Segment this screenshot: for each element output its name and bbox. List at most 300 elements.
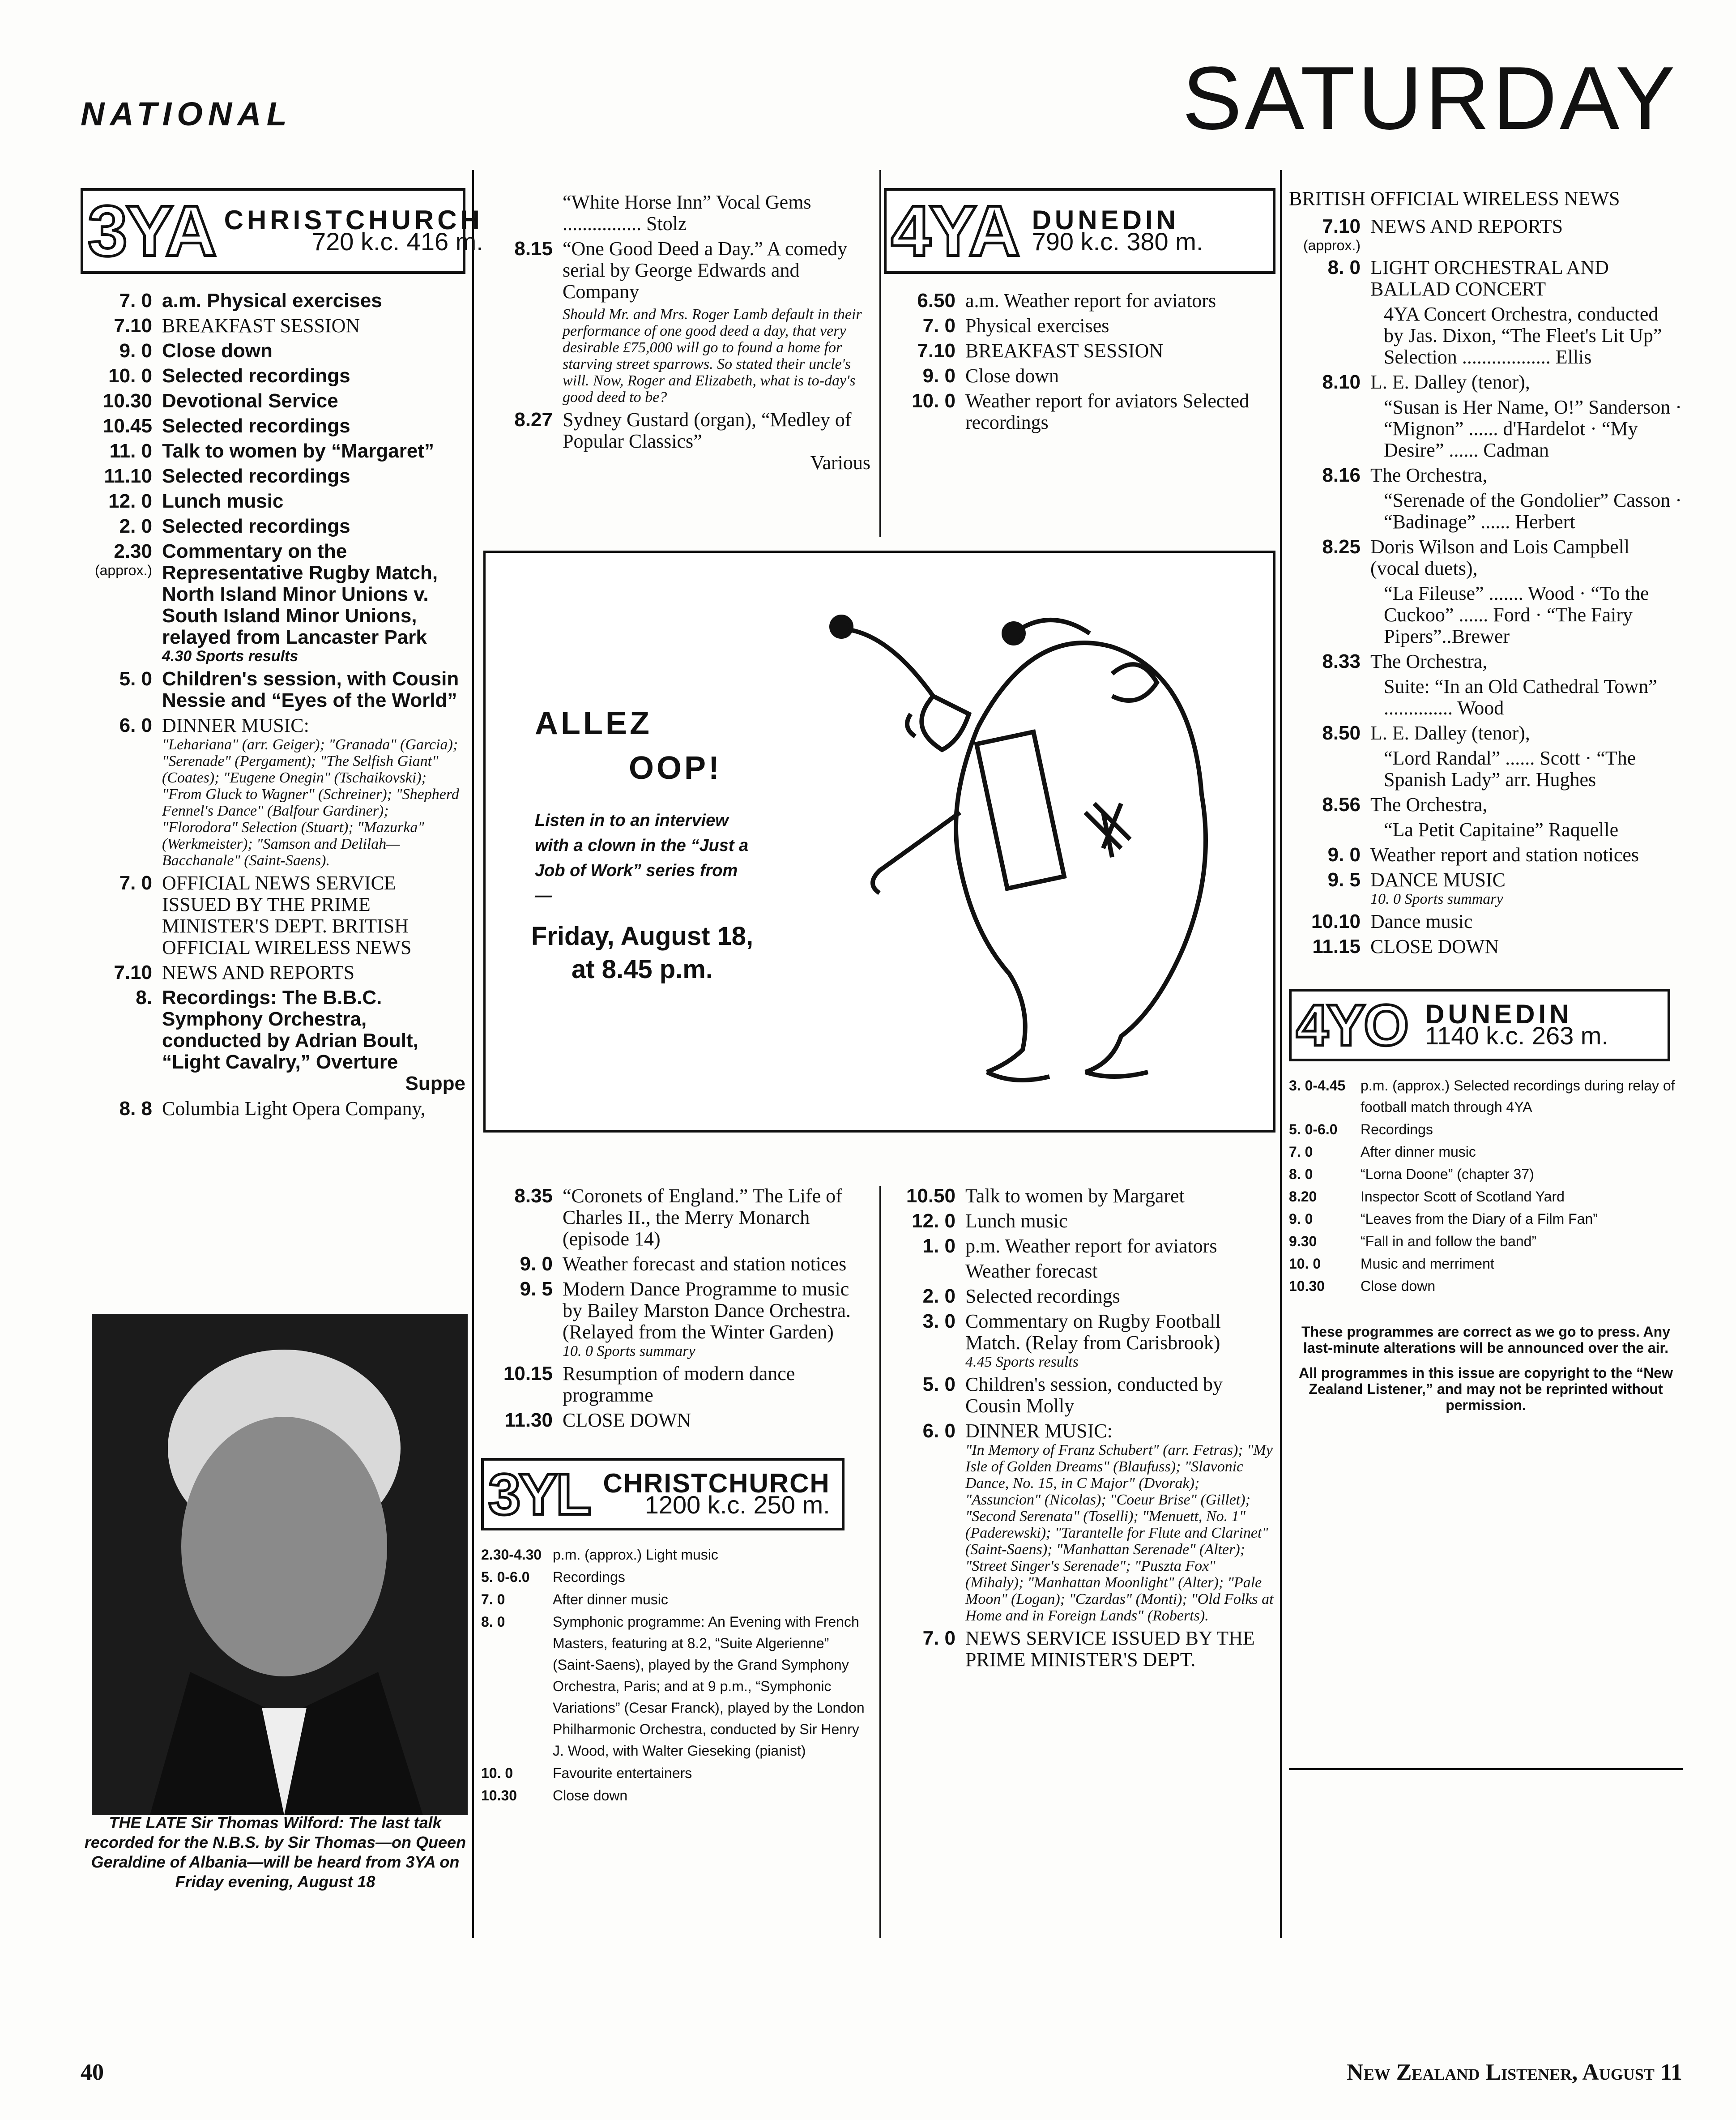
program-row — [481, 1762, 870, 1784]
photo-caption: THE LATE Sir Thomas Wilford: The last talk recorded for the N.B.S. by Sir Thomas—on Queen Geraldine of Albania—will be heard from 3YA on Friday evening, August 18 — [84, 1813, 466, 1891]
program-title — [1370, 372, 1683, 461]
station-callsign: 3YA — [88, 191, 215, 271]
program-row — [1289, 257, 1683, 368]
program-time: 3. 0-4.45 — [1289, 1077, 1346, 1094]
program-title — [162, 365, 465, 387]
program-title: Music and merriment — [1361, 1256, 1494, 1272]
program-title: Recordings — [1361, 1121, 1433, 1137]
program-time — [884, 1261, 965, 1282]
copyright-notice: All programmes in this issue are copyright to the “New Zealand Listener,” and may not be reprinted without permission. — [1299, 1365, 1673, 1413]
press-notice: These programmes are correct as we go to press. Any last-minute alterations will be announced over the air. — [1301, 1324, 1670, 1356]
program-row — [884, 315, 1275, 337]
program-row — [81, 715, 465, 869]
program-details: Suite: “In an Old Cathedral Town” .............. Wood — [1384, 675, 1657, 719]
station-box-3yl — [481, 1458, 845, 1530]
program-text: Close down — [965, 365, 1059, 387]
program-time: 7.10 — [114, 315, 152, 337]
column-3ya — [81, 188, 483, 1123]
program-title — [563, 192, 870, 235]
program-time: 9. 5 — [520, 1278, 553, 1300]
program-text: NEWS AND REPORTS — [162, 962, 355, 983]
program-text: Commentary on the Representative Rugby Match, North Island Minor Unions v. South Island Minor Unions, relayed from Lancaster Park — [162, 540, 438, 648]
column-4ya — [884, 188, 1275, 437]
day-title: SATURDAY — [1182, 48, 1678, 148]
program-note: 4.45 Sports results — [965, 1354, 1079, 1370]
program-text: Selected recordings — [162, 515, 350, 537]
program-text: “White Horse Inn” Vocal Gems ................ Stolz — [563, 191, 811, 235]
program-row — [1289, 1075, 1683, 1118]
program-title — [162, 440, 465, 462]
program-title — [162, 987, 465, 1094]
program-time: 8. 8 — [119, 1098, 152, 1120]
schedule-list — [884, 290, 1275, 433]
program-title — [162, 491, 465, 512]
program-text: Modern Dance Programme to music by Bailey Marston Dance Orchestra. (Relayed from the Winter Garden) — [563, 1278, 851, 1343]
program-title — [1370, 869, 1683, 907]
program-text: Resumption of modern dance programme — [563, 1363, 795, 1406]
program-row — [1289, 936, 1683, 957]
program-title: Close down — [1361, 1278, 1436, 1294]
program-time: 2.30-4.30 — [481, 1547, 542, 1563]
program-row — [81, 290, 465, 312]
program-text: LIGHT ORCHESTRAL AND BALLAD CONCERT — [1370, 256, 1609, 300]
program-text: CLOSE DOWN — [1370, 936, 1499, 957]
program-row — [81, 415, 465, 437]
program-note: 10. 0 Sports summary — [563, 1343, 695, 1359]
program-text: OFFICIAL NEWS SERVICE ISSUED BY THE PRIME MINISTER'S DEPT. BRITISH OFFICIAL WIRELESS NEWS — [162, 872, 412, 958]
program-title — [1370, 936, 1683, 957]
program-text: NEWS SERVICE ISSUED BY THE PRIME MINISTER'S DEPT. — [965, 1627, 1255, 1671]
program-text: Selected recordings — [965, 1285, 1120, 1307]
program-text: “One Good Deed a Day.” A comedy serial by George Edwards and Company — [563, 238, 848, 303]
schedule-list — [1289, 216, 1683, 957]
program-text: Selected recordings — [162, 365, 350, 387]
program-title: After dinner music — [553, 1591, 668, 1607]
program-time: 9. 0 — [119, 340, 152, 362]
program-row — [1289, 1186, 1683, 1207]
program-row — [884, 290, 1275, 312]
program-row — [1289, 1163, 1683, 1185]
column-4ya-afternoon — [884, 1182, 1275, 1674]
program-title — [1370, 216, 1683, 253]
program-row — [1289, 651, 1683, 719]
program-time: 3. 0 — [922, 1310, 955, 1332]
column-4ya-evening — [1289, 188, 1683, 1413]
program-row — [81, 516, 465, 537]
program-title — [162, 668, 465, 711]
program-row — [481, 1278, 870, 1359]
program-title — [162, 962, 465, 983]
program-row — [81, 987, 465, 1094]
program-row — [884, 1261, 1275, 1282]
program-row — [884, 1420, 1275, 1624]
program-time: 9. 5 — [1327, 869, 1361, 891]
program-title — [162, 1098, 465, 1120]
program-row — [1289, 794, 1683, 841]
program-text: NEWS AND REPORTS — [1370, 215, 1563, 237]
schedule-list — [81, 290, 465, 1120]
program-time: 10.30 — [481, 1787, 517, 1804]
program-title — [162, 466, 465, 487]
program-row — [1289, 1119, 1683, 1140]
program-text: The Orchestra, — [1370, 464, 1488, 486]
program-time: 8. 0 — [481, 1614, 505, 1630]
program-details: 4YA Concert Orchestra, conducted by Jas. Dixon, “The Fleet's Lit Up” Selection .................. Ellis — [1384, 303, 1662, 368]
program-title: “Leaves from the Diary of a Film Fan” — [1361, 1211, 1598, 1227]
wireless-news-intro: BRITISH OFFICIAL WIRELESS NEWS — [1289, 188, 1620, 209]
program-time: 8. — [136, 987, 152, 1009]
program-title — [162, 872, 465, 958]
program-row — [481, 409, 870, 474]
program-title — [965, 315, 1275, 337]
program-row — [481, 1363, 870, 1406]
time-note: (approx.) — [1303, 237, 1361, 253]
program-title — [965, 365, 1275, 387]
program-time: 2. 0 — [119, 515, 152, 537]
station-city: DUNEDIN — [1032, 205, 1179, 235]
schedule-list — [481, 1185, 870, 1431]
program-row — [1289, 536, 1683, 647]
program-title — [965, 1286, 1275, 1307]
program-text: Lunch music — [162, 490, 284, 512]
program-time: 7. 0 — [922, 315, 955, 337]
program-time: 9. 0 — [1327, 844, 1361, 866]
station-frequency: 720 k.c. 416 m. — [312, 227, 483, 256]
program-row — [481, 1410, 870, 1431]
program-row — [481, 1611, 870, 1761]
program-row — [884, 1628, 1275, 1671]
program-text: Recordings: The B.B.C. Symphony Orchestra, conducted by Adrian Boult, “Light Cavalry,” Overture — [162, 987, 418, 1073]
program-title — [563, 238, 870, 303]
program-time: 12. 0 — [912, 1210, 955, 1232]
column-rule-2a — [879, 170, 881, 537]
program-title — [1370, 722, 1683, 791]
program-row — [81, 390, 465, 412]
program-time: 5. 0 — [922, 1373, 955, 1395]
program-row — [1289, 216, 1683, 253]
program-title — [965, 1420, 1275, 1624]
program-title — [965, 390, 1275, 433]
program-title: p.m. (approx.) Selected recordings during relay of football match through 4YA — [1361, 1077, 1675, 1115]
program-time: 10. 0 — [1289, 1256, 1321, 1272]
program-title — [162, 415, 465, 437]
program-time: 8.15 — [514, 238, 553, 260]
station-frequency: 790 k.c. 380 m. — [1032, 227, 1203, 256]
program-time: 5. 0-6.0 — [1289, 1121, 1338, 1137]
program-time: 7. 0 — [119, 872, 152, 894]
program-time: 1. 0 — [922, 1235, 955, 1257]
program-row — [481, 238, 870, 303]
program-title — [162, 290, 465, 312]
program-note: Should Mr. and Mrs. Roger Lamb default in their performance of one good deed a day, that very desirable £75,000 will go to found a home for starving street sparrows. So stated their uncle's will. Now, Roger and Elizabeth, what is to-day's good deed to be? — [563, 306, 862, 406]
program-text: The Orchestra, — [1370, 794, 1488, 816]
program-details: “La Fileuse” ....... Wood · “To the Cuckoo” ...... Ford · “The Fairy Pipers”..Brewer — [1384, 582, 1649, 647]
program-row — [884, 1210, 1275, 1232]
program-row — [81, 872, 465, 958]
program-time — [481, 306, 563, 406]
program-text: Columbia Light Opera Company, — [162, 1098, 426, 1120]
program-text: a.m. Weather report for aviators — [965, 290, 1216, 312]
station-frequency: 1200 k.c. 250 m. — [644, 1491, 830, 1519]
program-time: 10.30 — [102, 390, 152, 412]
time-note: (approx.) — [94, 562, 152, 578]
schedule-list — [481, 192, 870, 474]
program-text: a.m. Physical exercises — [162, 290, 382, 312]
program-title — [965, 290, 1275, 312]
program-time: 5. 0-6.0 — [481, 1569, 530, 1585]
program-time: 10. 0 — [912, 390, 955, 412]
ad-body: Listen in to an interview with a clown in the “Just a Job of Work” series from— — [535, 811, 749, 905]
program-time: 8.56 — [1322, 794, 1361, 816]
program-text: Lunch music — [965, 1210, 1068, 1232]
program-text: Sydney Gustard (organ), “Medley of Popular Classics” — [563, 409, 852, 452]
program-row — [481, 192, 870, 235]
program-time: 2.30 (approx.) — [81, 541, 162, 665]
program-text: Selected recordings — [162, 465, 350, 487]
station-frequency: 1140 k.c. 263 m. — [1425, 1022, 1608, 1050]
program-text: p.m. Weather report for aviators — [965, 1235, 1217, 1257]
column-3ya-evening — [481, 1182, 870, 1807]
program-text: BREAKFAST SESSION — [162, 315, 360, 337]
program-title — [563, 409, 870, 474]
program-row — [1289, 1208, 1683, 1230]
program-title — [965, 1374, 1275, 1417]
program-title: After dinner music — [1361, 1144, 1476, 1160]
program-time: 10.15 — [503, 1363, 553, 1385]
program-time: 8.16 — [1322, 464, 1361, 486]
program-time: 9. 0 — [520, 1253, 553, 1275]
station-callsign: 4YA — [891, 191, 1019, 271]
program-time: 7.10 (approx.) — [1289, 216, 1370, 253]
program-title: p.m. (approx.) Light music — [553, 1547, 718, 1563]
program-time: 10.45 — [102, 415, 152, 437]
program-row — [884, 1235, 1275, 1257]
program-text: Devotional Service — [162, 390, 338, 412]
program-title — [563, 1363, 870, 1406]
program-title — [563, 1410, 870, 1431]
program-time: 11.30 — [504, 1409, 553, 1431]
station-box-3ya — [81, 188, 483, 274]
program-title — [965, 1261, 1275, 1282]
program-text: L. E. Dalley (tenor), — [1370, 722, 1530, 744]
section-label: NATIONAL — [81, 95, 292, 132]
program-text: Weather report and station notices — [1370, 844, 1639, 866]
program-row — [81, 541, 465, 665]
station-box-4yo — [1289, 989, 1670, 1061]
program-text: Talk to women by Margaret — [965, 1185, 1185, 1207]
program-row — [481, 1785, 870, 1806]
program-note: "In Memory of Franz Schubert" (arr. Fetras); "My Isle of Golden Dreams" (Blaufuss); "Slavonic Dance, No. 15, in C Major" (Dvorak); "Assuncion" (Nicolas); "Coeur Brise" (Gillet); "Second Serenata" (Toselli); "Menuett, No. 1" (Paderewski); "Tarantelle for Flute and Clarinet" (Saint-Saens); "Manhattan Serenade" (Alter); "Street Singer's Serenade"; "Puszta Fox" (Mihaly); "Manhattan Moonlight" (Alter); "Pale Moon" (Logan); "Czardas" (Monti); "Old Folks at Home and in Foreign Lands" (Roberts). — [965, 1442, 1274, 1624]
ad-date: Friday, August 18, at 8.45 p.m. — [531, 922, 754, 984]
program-row — [481, 1544, 870, 1565]
program-row — [81, 962, 465, 983]
program-title: Recordings — [553, 1569, 625, 1585]
column-3ya-continued — [481, 188, 870, 477]
program-title — [1370, 844, 1683, 866]
program-time: 8.35 — [514, 1185, 553, 1207]
program-title — [563, 1278, 870, 1359]
program-time: 11. 0 — [109, 440, 152, 462]
program-time: 8.10 — [1322, 371, 1361, 393]
program-time: 7.10 — [114, 962, 152, 983]
program-text: Selected recordings — [162, 415, 350, 437]
program-row — [81, 466, 465, 487]
program-time: 10. 0 — [108, 365, 152, 387]
program-time: 11.10 — [104, 465, 152, 487]
program-text: Weather forecast and station notices — [563, 1253, 847, 1275]
program-time: 8.33 — [1322, 650, 1361, 672]
program-text: CLOSE DOWN — [563, 1409, 691, 1431]
program-time: 7. 0 — [481, 1591, 505, 1607]
ad-title-line2: OOP! — [629, 750, 722, 786]
station-city: DUNEDIN — [1425, 999, 1573, 1029]
program-text: DINNER MUSIC: — [162, 714, 309, 736]
program-time: 10.50 — [906, 1185, 955, 1207]
program-title — [1370, 911, 1683, 932]
station-callsign: 4YO — [1296, 992, 1408, 1058]
program-title — [1370, 536, 1683, 647]
program-row — [481, 1185, 870, 1250]
program-title — [965, 1235, 1275, 1257]
program-time: 7. 0 — [119, 290, 152, 312]
program-title — [1370, 651, 1683, 719]
program-row — [884, 365, 1275, 387]
program-row — [481, 1253, 870, 1275]
program-details: “Lord Randal” ...... Scott · “The Spanish Lady” arr. Hughes — [1384, 747, 1636, 791]
program-row — [1289, 844, 1683, 866]
program-details: “La Petit Capitaine” Raquelle — [1384, 819, 1619, 841]
program-time: 6. 0 — [922, 1420, 955, 1442]
clown-illustration — [799, 580, 1246, 1108]
program-title: “Lorna Doone” (chapter 37) — [1361, 1166, 1534, 1182]
station-city: CHRISTCHURCH — [603, 1468, 830, 1498]
program-time: 8.27 — [514, 409, 553, 431]
program-text: DINNER MUSIC: — [965, 1420, 1113, 1442]
program-row — [884, 1286, 1275, 1307]
program-text: Doris Wilson and Lois Campbell (vocal duets), — [1370, 536, 1630, 579]
program-time: 11.15 — [1312, 936, 1361, 957]
program-row — [1289, 869, 1683, 907]
4yo-schedule-list — [1289, 1075, 1683, 1297]
program-title: Favourite entertainers — [553, 1765, 692, 1781]
program-text: Commentary on Rugby Football Match. (Relay from Carisbrook) — [965, 1310, 1221, 1354]
program-row — [1289, 1231, 1683, 1252]
program-row — [81, 315, 465, 337]
program-time: 10.30 — [1289, 1278, 1325, 1294]
program-row — [481, 306, 870, 406]
program-time: 7. 0 — [922, 1627, 955, 1649]
program-row — [1289, 372, 1683, 461]
program-time: 7.10 — [917, 340, 955, 362]
program-row — [81, 491, 465, 512]
program-title — [965, 1628, 1275, 1671]
program-row — [1289, 1253, 1683, 1274]
program-text: BREAKFAST SESSION — [965, 340, 1164, 362]
program-time: 5. 0 — [119, 668, 152, 690]
program-row — [884, 1311, 1275, 1370]
program-row — [884, 390, 1275, 433]
program-text: Children's session, with Cousin Nessie and “Eyes of the World” — [162, 668, 459, 711]
program-details: “Susan is Her Name, O!” Sanderson · “Mignon” ...... d'Hardelot · “My Desire” ...... Cadman — [1384, 396, 1682, 461]
program-row — [81, 1098, 465, 1120]
station-city: CHRISTCHURCH — [224, 205, 483, 235]
program-row — [1289, 465, 1683, 533]
notice-rule — [1289, 1768, 1683, 1770]
program-time: 7. 0 — [1289, 1144, 1313, 1160]
program-text: L. E. Dalley (tenor), — [1370, 371, 1530, 393]
program-title — [1370, 257, 1683, 368]
program-row — [1289, 1275, 1683, 1297]
program-row — [81, 340, 465, 362]
program-row — [1289, 911, 1683, 932]
portrait-photo — [92, 1314, 468, 1815]
program-text: DANCE MUSIC — [1370, 869, 1506, 891]
column-rule-2b — [879, 1186, 881, 1938]
program-row — [81, 365, 465, 387]
program-title — [965, 1311, 1275, 1370]
page-number: 40 — [81, 2060, 104, 2085]
column-rule-3 — [1280, 170, 1282, 1938]
program-time: 10. 0 — [481, 1765, 513, 1781]
program-row — [81, 668, 465, 711]
schedule-list — [884, 1185, 1275, 1671]
program-title — [965, 1210, 1275, 1232]
program-composer: Various — [810, 452, 870, 474]
program-time: 12. 0 — [108, 490, 152, 512]
program-title — [965, 340, 1275, 362]
program-note: "Lehariana" (arr. Geiger); "Granada" (Garcia); "Serenade" (Pergament); "The Selfish Giant" (Coates); "Eugene Onegin" (Tschaikovski); "From Gluck to Wagner" (Schreiner); "Shepherd Fennel's Dance" (Balfour Gardiner); "Florodora" Selection (Stuart); "Mazurka" (Werkmeister); "Samson and Delilah—Bacchanale" (Saint-Saens). — [162, 736, 459, 869]
3yl-schedule-list — [481, 1544, 870, 1806]
program-title — [162, 715, 465, 869]
program-text: “Coronets of England.” The Life of Charles II., the Merry Monarch (episode 14) — [563, 1185, 842, 1250]
program-title — [563, 1185, 870, 1250]
program-text: Physical exercises — [965, 315, 1109, 337]
program-title — [162, 541, 465, 665]
clown-advertisement — [483, 551, 1275, 1133]
program-row — [884, 1185, 1275, 1207]
program-text: Close down — [162, 340, 273, 362]
program-title — [162, 390, 465, 412]
program-title: Inspector Scott of Scotland Yard — [1361, 1188, 1565, 1205]
program-time: 8.20 — [1289, 1188, 1317, 1205]
program-time: 9. 0 — [922, 365, 955, 387]
program-text: Talk to women by “Margaret” — [162, 440, 434, 462]
program-row — [1289, 1141, 1683, 1163]
program-text: Children's session, conducted by Cousin Molly — [965, 1373, 1223, 1417]
station-callsign: 3YL — [488, 1462, 590, 1527]
program-text: Weather forecast — [965, 1260, 1098, 1282]
program-text: Weather report for aviators Selected recordings — [965, 390, 1250, 433]
program-time: 9. 0 — [1289, 1211, 1313, 1227]
program-title — [1370, 794, 1683, 841]
program-text: The Orchestra, — [1370, 650, 1488, 672]
program-time: 10.10 — [1311, 910, 1361, 932]
program-title — [162, 516, 465, 537]
program-title — [1370, 465, 1683, 533]
program-title — [965, 1185, 1275, 1207]
program-text: Dance music — [1370, 910, 1473, 932]
program-title — [563, 1253, 870, 1275]
program-note: 4.30 Sports results — [162, 648, 299, 665]
program-title — [162, 315, 465, 337]
program-title — [162, 340, 465, 362]
program-time: 6. 0 — [119, 714, 152, 736]
column-rule-1 — [472, 170, 474, 1938]
program-row — [481, 1566, 870, 1588]
program-time: 9.30 — [1289, 1233, 1317, 1249]
program-time: 8. 0 — [1327, 256, 1361, 278]
program-time — [481, 192, 563, 235]
